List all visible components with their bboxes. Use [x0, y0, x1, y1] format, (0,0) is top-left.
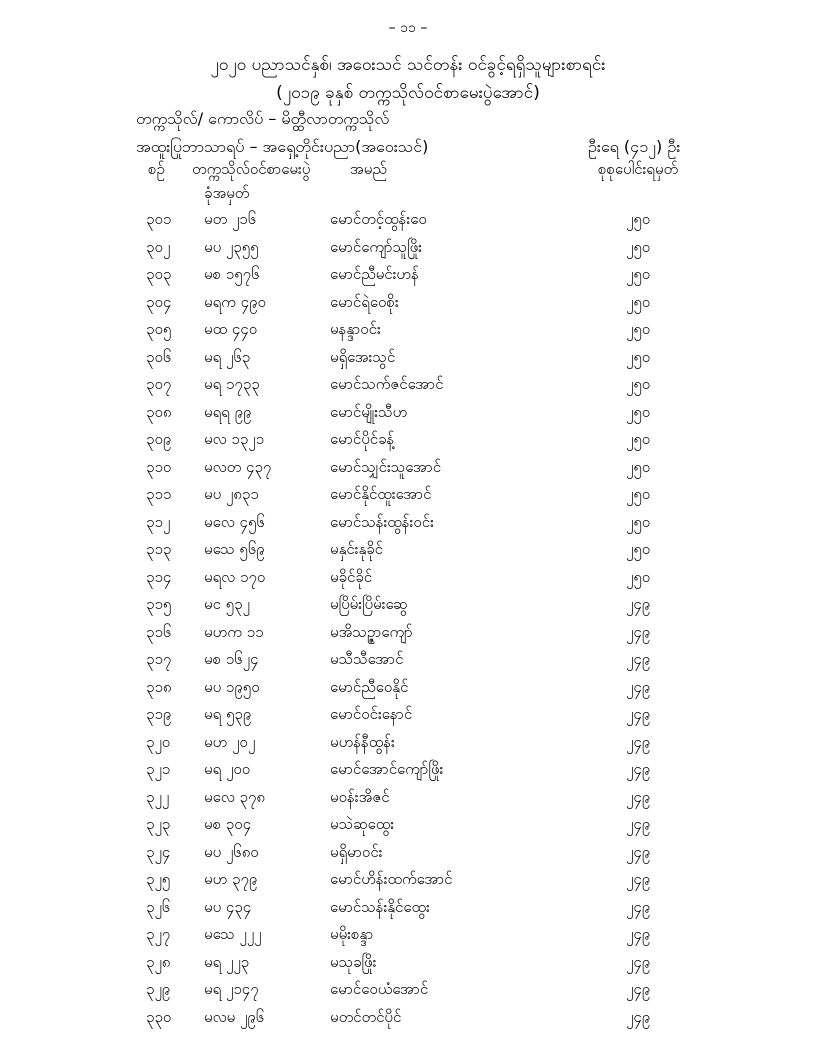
- name-cell: မောင်ကျော်သူဖြိုး: [330, 237, 422, 256]
- name-cell: မောင်ရဲဝေစိုး: [330, 292, 399, 311]
- total-marks-cell: ၂၄၉: [626, 1007, 651, 1026]
- total-marks-cell: ၂၄၉: [626, 815, 651, 833]
- total-marks-cell: ၂၅၀: [626, 347, 651, 366]
- table-row: [0, 536, 816, 564]
- total-marks-cell: ၂၄၉: [626, 897, 651, 916]
- serial-cell: ၃၂၅: [146, 870, 171, 888]
- name-cell: မရှိမာဝင်း: [330, 842, 383, 861]
- table-row: [0, 619, 816, 647]
- total-marks-cell: ၂၅၀: [626, 457, 651, 476]
- total-marks-cell: ၂၅၀: [626, 567, 651, 586]
- total-marks-cell: ၂၅၀: [626, 402, 651, 421]
- name-cell: မောင်သန်းထွန်းဝင်း: [330, 512, 434, 531]
- roll-number-cell: မစ ၁၆၂၄: [204, 650, 259, 668]
- serial-cell: ၃၁၇: [146, 650, 172, 668]
- roll-number-cell: မစ ၁၅၇၆: [204, 265, 260, 283]
- serial-cell: ၃၀၈: [146, 402, 172, 421]
- table-row: [0, 316, 816, 344]
- roll-number-cell: မသေ ၅၆၉: [204, 540, 265, 558]
- header-total-marks: စုစုပေါင်းရမှတ်: [598, 160, 679, 178]
- name-cell: မမိုးစန္ဒာ: [330, 925, 374, 943]
- university-line: တက္ကသိုလ်/ ကောလိပ် – မိတ္ထီလာတက္ကသိုလ်: [136, 109, 390, 128]
- table-row: [0, 949, 816, 977]
- total-marks-cell: ၂၄၉: [626, 650, 651, 668]
- roll-number-cell: မလမ ၂၉၆: [204, 1007, 265, 1026]
- total-marks-cell: ၂၅၀: [626, 430, 651, 448]
- name-cell: မသဲဆုထွေး: [330, 815, 395, 833]
- name-cell: မဟန်နီထွန်း: [330, 732, 395, 751]
- table-row: [0, 701, 816, 729]
- total-marks-cell: ၂၅၀: [626, 512, 651, 531]
- name-cell: မောင်ညီမင်းဟန်: [330, 265, 419, 283]
- serial-cell: ၃၂၇: [146, 925, 171, 943]
- serial-cell: ၃၁၀: [146, 457, 172, 476]
- serial-cell: ၃၃၀: [146, 1007, 172, 1026]
- total-marks-cell: ၂၅၀: [626, 485, 651, 503]
- serial-cell: ၃၀၁: [146, 210, 172, 228]
- serial-cell: ၃၂၂: [146, 787, 170, 806]
- name-cell: မနှင်းနုခိုင်: [330, 540, 383, 558]
- roll-number-cell: မရလ ၁၇၀: [204, 567, 266, 586]
- serial-cell: ၃၂၈: [146, 952, 171, 971]
- name-cell: မောင်ဝေယံအောင်: [330, 980, 429, 998]
- table-row: [0, 894, 816, 922]
- roll-number-cell: မပ ၂၃၅၅: [204, 237, 259, 256]
- name-cell: မောင်ဟိန်းထက်အောင်: [330, 870, 453, 888]
- total-marks-cell: ၂၅၀: [626, 292, 651, 311]
- name-cell: မောင်သျှင်းသူအောင်: [330, 457, 442, 476]
- roll-number-cell: မရ ၅၃၉: [204, 705, 252, 723]
- roll-number-cell: မဟ ၃၇၉: [204, 870, 258, 888]
- table-row: [0, 729, 816, 757]
- name-cell: မောင်ဝင်းနောင်: [330, 705, 413, 723]
- header-roll-number-line2: ခုံအမှတ်: [204, 184, 250, 202]
- name-cell: မောင်မျိုးသီဟ: [330, 402, 408, 421]
- name-cell: မအိသဥ္ဇာကျော်: [330, 622, 413, 641]
- table-row: [0, 344, 816, 372]
- roll-number-cell: မရက ၄၉၀: [204, 292, 266, 311]
- table-row: [0, 591, 816, 619]
- roll-number-cell: မရ ၂၀၀: [204, 760, 251, 778]
- page-number: – ၁၁ –: [388, 20, 428, 36]
- header-serial: စဉ်: [148, 160, 165, 178]
- roll-number-cell: မရ ၂၁၄၇: [204, 980, 259, 998]
- serial-cell: ၃၀၄: [146, 292, 172, 311]
- total-marks-cell: ၂၄၉: [626, 760, 651, 778]
- roll-number-cell: မသေ ၂၂၂: [204, 925, 262, 943]
- serial-cell: ၃၂၉: [146, 980, 171, 998]
- total-marks-cell: ၂၄၉: [626, 705, 651, 723]
- roll-number-cell: မရ ၁၇၃၃: [204, 375, 260, 393]
- total-marks-cell: ၂၄၉: [626, 787, 651, 806]
- table-row: [0, 399, 816, 427]
- name-cell: မတင်တင်ပိုင်: [330, 1007, 402, 1026]
- serial-cell: ၃၀၆: [146, 347, 172, 366]
- name-cell: မောင်တင့်ထွန်းဝေ: [330, 210, 427, 228]
- roll-number-cell: မရရ ၉၉: [204, 402, 252, 421]
- total-marks-cell: ၂၅၀: [626, 237, 651, 256]
- roll-number-cell: မဟက ၁၁: [204, 622, 264, 641]
- roll-number-cell: မပ ၂၈၃၁: [204, 485, 259, 503]
- roll-number-cell: မပ ၄၃၄: [204, 897, 252, 916]
- roll-number-cell: မလ ၁၃၂၁: [204, 430, 265, 448]
- table-row: [0, 1004, 816, 1032]
- major-subject-line: အထူးပြုဘာသာရပ် – အရှေ့တိုင်းပညာ(အဝေးသင်): [136, 137, 429, 156]
- name-cell: မနန္ဒာဝင်း: [330, 320, 381, 338]
- table-row: [0, 811, 816, 839]
- serial-cell: ၃၀၅: [146, 320, 172, 338]
- serial-cell: ၃၂၄: [146, 842, 171, 861]
- roll-number-cell: မဟ ၂၀၂: [204, 732, 256, 751]
- roll-number-cell: မလေ ၄၅၆: [204, 512, 265, 531]
- table-row: [0, 509, 816, 537]
- table-row: [0, 454, 816, 482]
- name-cell: မောင်သန်းနိုင်ထွေး: [330, 897, 430, 916]
- serial-cell: ၃၁၅: [146, 595, 172, 613]
- serial-cell: ၃၂၁: [146, 760, 171, 778]
- total-marks-cell: ၂၅၀: [626, 375, 651, 393]
- total-marks-cell: ၂၄၉: [626, 732, 651, 751]
- serial-cell: ၃၁၆: [146, 622, 172, 641]
- name-cell: မောင်ပိုင်ခန့်: [330, 430, 395, 448]
- roll-number-cell: မစ ၃၀၄: [204, 815, 252, 833]
- table-row: [0, 976, 816, 1004]
- total-marks-cell: ၂၅၀: [626, 540, 651, 558]
- serial-cell: ၃၁၉: [146, 705, 172, 723]
- serial-cell: ၃၂၀: [146, 732, 171, 751]
- serial-cell: ၃၁၄: [146, 567, 172, 586]
- table-row: [0, 784, 816, 812]
- name-cell: မဝန်းအိဇင်: [330, 787, 390, 806]
- total-marks-cell: ၂၄၉: [626, 595, 651, 613]
- roll-number-cell: မလတ ၄၃၇: [204, 457, 272, 476]
- table-row: [0, 564, 816, 592]
- table-row: [0, 289, 816, 317]
- serial-cell: ၃၁၈: [146, 677, 172, 696]
- table-row: [0, 756, 816, 784]
- total-marks-cell: ၂၅၀: [626, 265, 651, 283]
- roll-number-cell: မင ၅၃၂: [204, 595, 250, 613]
- roll-number-cell: မထ ၄၄၀: [204, 320, 258, 338]
- total-marks-cell: ၂၄၉: [626, 952, 651, 971]
- document-title: ၂၀၂၀ ပညာသင်နှစ်၊ အဝေးသင် သင်တန်း ဝင်ခွင့်ရရှိသူများစာရင်း: [210, 55, 606, 75]
- name-cell: မသုခဖြိုး: [330, 952, 377, 971]
- name-cell: မောင်အောင်ကျော်ဖြိုး: [330, 760, 444, 778]
- serial-cell: ၃၂၆: [146, 897, 171, 916]
- roll-number-cell: မလေ ၃၇၈: [204, 787, 265, 806]
- serial-cell: ၃၀၃: [146, 265, 172, 283]
- table-row: [0, 481, 816, 509]
- name-cell: မောင်သက်ဇင်အောင်: [330, 375, 444, 393]
- serial-cell: ၃၁၁: [146, 485, 172, 503]
- serial-cell: ၃၂၃: [146, 815, 171, 833]
- name-cell: မောင်ညီဝေနိုင်: [330, 677, 409, 696]
- table-row: [0, 261, 816, 289]
- total-marks-cell: ၂၄၉: [626, 842, 651, 861]
- serial-cell: ၃၀၂: [146, 237, 171, 256]
- name-cell: မသီသီအောင်: [330, 650, 404, 668]
- total-marks-cell: ၂၄၉: [626, 870, 651, 888]
- table-row: [0, 866, 816, 894]
- name-cell: မောင်နိုင်ထူးအောင်: [330, 485, 432, 503]
- name-cell: မခိုင်ခိုင်: [330, 567, 373, 586]
- roll-number-cell: မရ ၂၆၃: [204, 347, 251, 366]
- serial-cell: ၃၀၇: [146, 375, 172, 393]
- table-row: [0, 426, 816, 454]
- table-row: [0, 674, 816, 702]
- table-row: [0, 206, 816, 234]
- total-marks-cell: ၂၄၉: [626, 677, 651, 696]
- total-marks-cell: ၂၅၀: [626, 320, 651, 338]
- table-row: [0, 371, 816, 399]
- table-row: [0, 234, 816, 262]
- name-cell: မရှိအေးသွင်: [330, 347, 396, 366]
- roll-number-cell: မရ ၂၂၃: [204, 952, 250, 971]
- total-count: ဦးရေ (၄၁၂) ဦး: [588, 137, 681, 156]
- serial-cell: ၃၀၉: [146, 430, 172, 448]
- name-cell: မပြိမ်းပြိမ်းဆွေ: [330, 595, 408, 613]
- total-marks-cell: ၂၄၉: [626, 980, 651, 998]
- table-row: [0, 646, 816, 674]
- roll-number-cell: မတ ၂၁၆: [204, 210, 257, 228]
- serial-cell: ၃၁၃: [146, 540, 172, 558]
- roll-number-cell: မပ ၂၆၈၀: [204, 842, 259, 861]
- total-marks-cell: ၂၄၉: [626, 925, 651, 943]
- roll-number-cell: မပ ၁၉၅၀: [204, 677, 260, 696]
- total-marks-cell: ၂၄၉: [626, 622, 651, 641]
- serial-cell: ၃၁၂: [146, 512, 171, 531]
- table-row: [0, 839, 816, 867]
- document-subtitle: (၂၀၁၉ ခုနှစ် တက္ကသိုလ်ဝင်စာမေးပွဲအောင်): [276, 83, 540, 103]
- total-marks-cell: ၂၅၀: [626, 210, 651, 228]
- header-roll-number: တက္ကသိုလ်ဝင်စာမေးပွဲ: [192, 160, 311, 178]
- table-row: [0, 921, 816, 949]
- header-name: အမည်: [350, 160, 387, 178]
- results-table: [0, 206, 816, 1031]
